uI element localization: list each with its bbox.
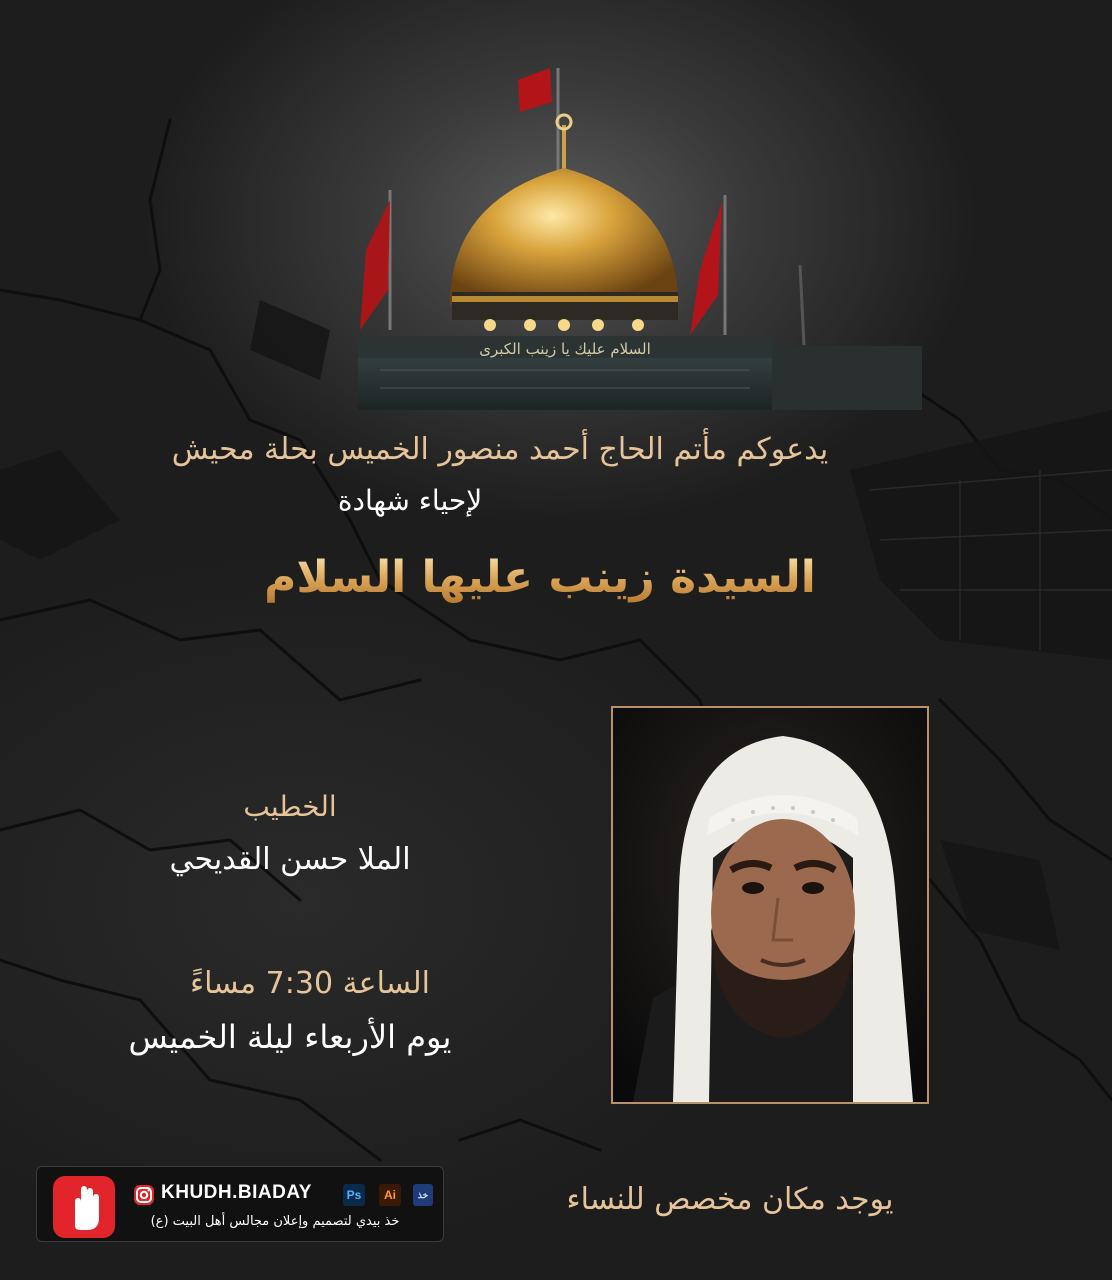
women-section-note: يوجد مكان مخصص للنساء [566, 1182, 894, 1217]
event-time: الساعة 7:30 مساءً [190, 966, 430, 1001]
speaker-portrait-illustration [613, 708, 927, 1102]
branding-tagline: خذ بيدي لتصميم وإعلان مجالس أهل البيت (ع) [150, 1214, 400, 1229]
revival-line: لإحياء شهادة [337, 484, 483, 517]
speaker-portrait [611, 706, 929, 1104]
shrine-band-text: السلام عليك يا زينب الكبرى [479, 340, 651, 358]
invitation-line: يدعوكم مأتم الحاج أحمد منصور الخميس بحلة محيش [171, 432, 829, 467]
instagram-icon [133, 1184, 155, 1206]
illustrator-badge: Ai [379, 1184, 401, 1206]
shrine-dome-illustration [340, 60, 940, 410]
raised-hand-logo-icon [53, 1176, 115, 1238]
event-day: يوم الأربعاء ليلة الخميس [128, 1018, 452, 1056]
speaker-label: الخطيب [243, 790, 337, 823]
instagram-handle: KHUDH.BIADAY [161, 1182, 312, 1203]
occasion-title: السيدة زينب عليها السلام [230, 552, 850, 603]
speaker-name: الملا حسن القديحي [169, 842, 411, 877]
designer-branding-badge [36, 1166, 444, 1242]
brand-mini-badge: خذ [413, 1184, 433, 1206]
photoshop-badge: Ps [343, 1184, 365, 1206]
